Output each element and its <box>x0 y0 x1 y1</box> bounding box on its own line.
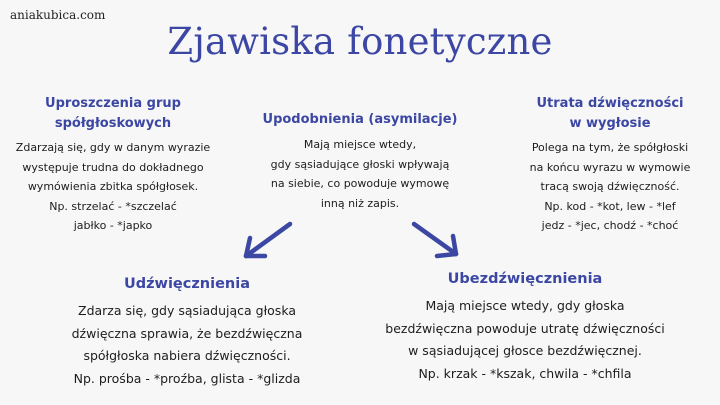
text-line: na końcu wyrazu w wymowie <box>529 160 691 174</box>
section-devoicing <box>360 268 690 385</box>
text-line: Np. prośba - *proźba, glista - *glizda <box>73 370 301 386</box>
section-text <box>8 138 218 236</box>
arrow-down-right-icon <box>408 218 468 264</box>
section-text <box>505 138 715 236</box>
text-line: Zdarza się, gdy sąsiadująca głoska <box>78 303 296 318</box>
arrow-down-left-icon <box>236 218 296 264</box>
page-title: Zjawiska fonetyczne <box>167 20 553 63</box>
section-heading: Upodobnienia (asymilacje) <box>262 112 458 127</box>
section-heading: Ubezdźwięcznienia <box>447 271 603 287</box>
text-line: Zdarzają się, gdy w danym wyrazie <box>15 141 211 154</box>
heading-line: Uproszczenia grup <box>45 96 181 111</box>
section-heading <box>505 94 715 134</box>
section-voicing <box>42 273 332 390</box>
section-final-devoicing <box>505 94 715 236</box>
text-line: Np. strzelać - *szczelać <box>49 199 177 213</box>
site-url: aniakubica.com <box>10 8 106 22</box>
text-line: spółgłoska nabiera dźwięczności. <box>83 348 291 363</box>
text-line: gdy sąsiadujące głoski wpływają <box>270 157 450 171</box>
section-assimilation <box>252 110 468 213</box>
text-line: Mają miejsce wtedy, <box>303 138 417 151</box>
section-simplification <box>8 94 218 236</box>
section-text <box>252 135 468 213</box>
section-heading <box>8 94 218 134</box>
text-line: jedz - *jec, chodź - *choć <box>541 219 679 232</box>
section-text <box>360 295 690 385</box>
text-line: inną niż zapis. <box>320 196 400 210</box>
text-line: dźwięczna sprawia, że bezdźwięczna <box>71 325 303 341</box>
text-line: występuje trudna do dokładnego <box>22 160 204 174</box>
heading-line: spółgłoskowych <box>54 116 172 131</box>
heading-line: w wygłosie <box>569 116 651 131</box>
text-line: Polega na tym, że spółgłoski <box>531 141 689 154</box>
text-line: Mają miejsce wtedy, gdy głoska <box>425 298 625 313</box>
section-text <box>42 300 332 390</box>
text-line: tracą swoją dźwięczność. <box>540 180 680 193</box>
text-line: Np. kod - *kot, lew - *lef <box>544 199 676 213</box>
text-line: bezdźwięczna powoduje utratę dźwięczności <box>385 320 665 336</box>
text-line: na siebie, co powoduje wymowę <box>270 177 450 190</box>
text-line: jabłko - *japko <box>73 219 153 232</box>
text-line: wymówienia zbitka spółgłosek. <box>27 180 199 193</box>
text-line: w sąsiadującej głosce bezdźwięcznej. <box>408 343 642 358</box>
section-heading: Udźwięcznienia <box>123 276 251 292</box>
heading-line: Utrata dźwięczności <box>536 96 684 111</box>
text-line: Np. krzak - *kszak, chwila - *chfila <box>418 365 632 381</box>
